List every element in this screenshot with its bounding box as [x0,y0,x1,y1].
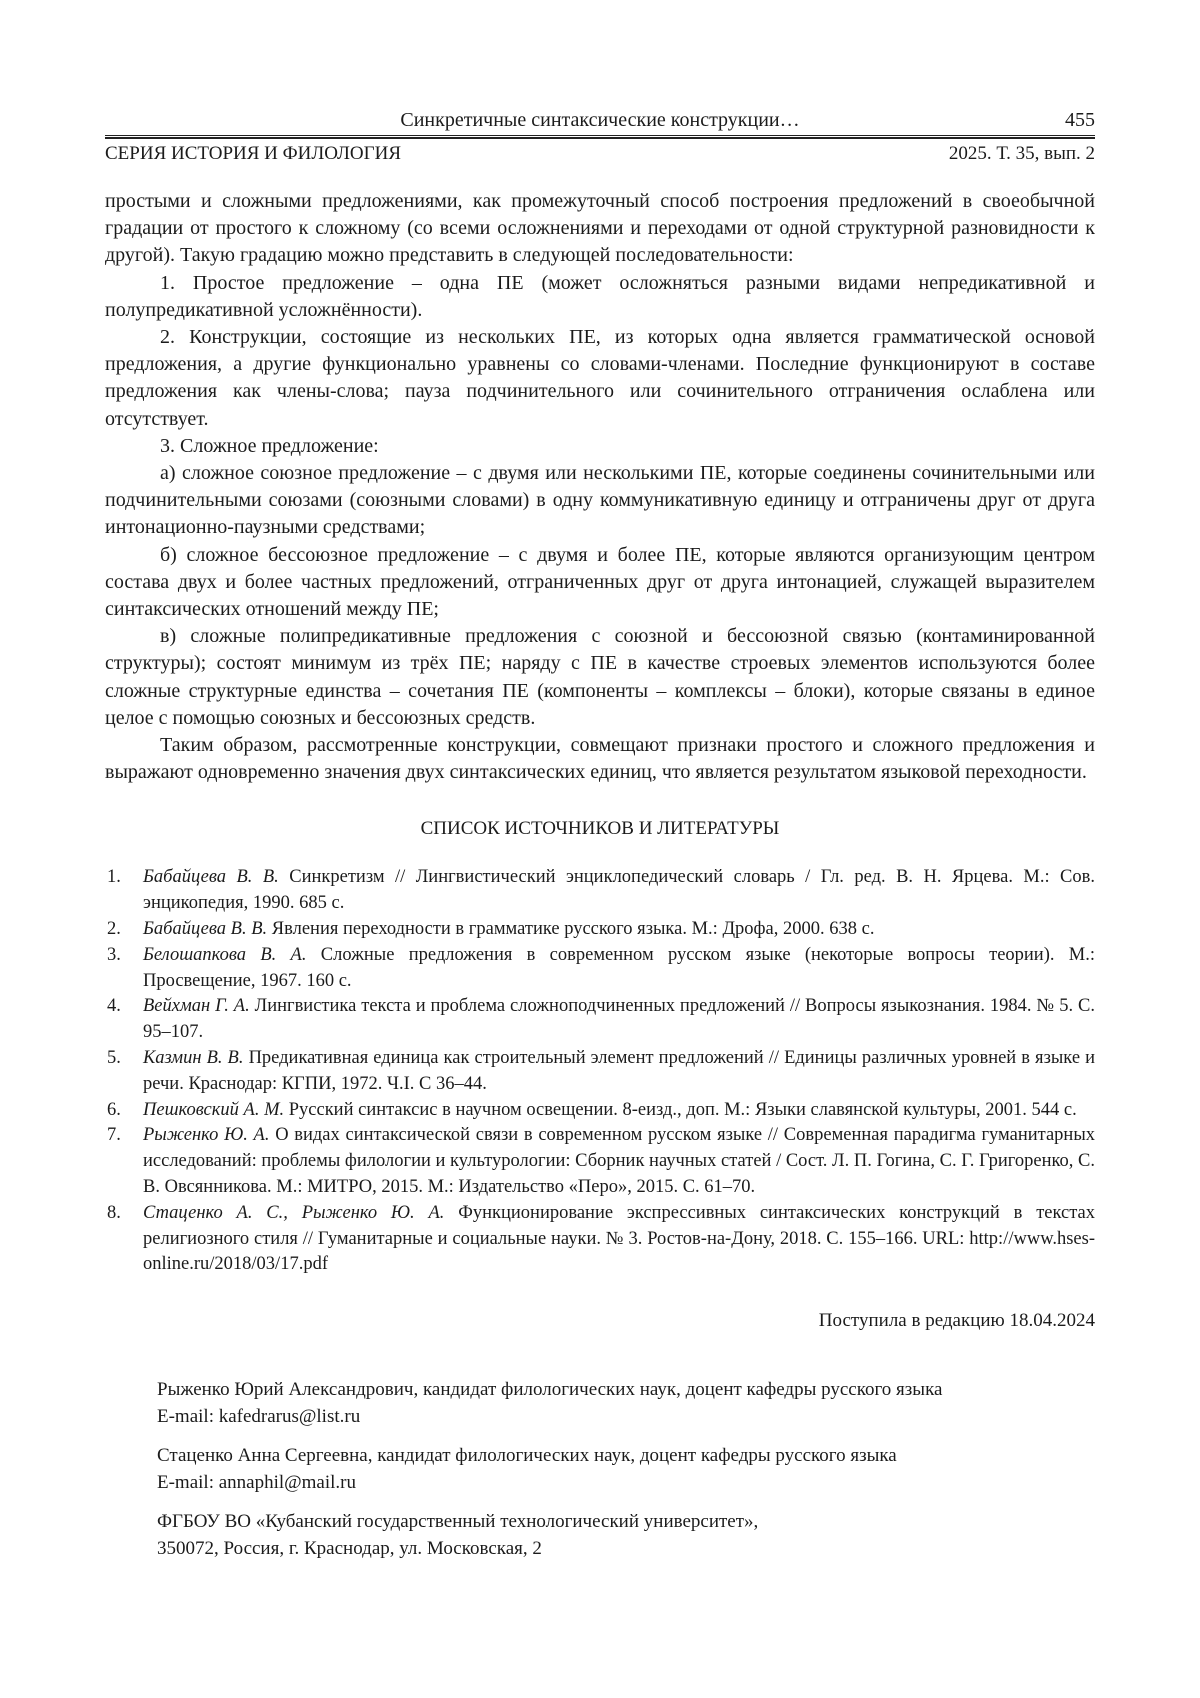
paragraph: 1. Простое предложение – одна ПЕ (может осложняться разными видами непредикативной и полупредикативной усложнённости). [105,271,1095,321]
paragraph: 2. Конструкции, состоящие из нескольких ПЕ, из которых одна является грамматической основой предложения, а другие функционально уравнены со словами-членами. Последние функционируют в составе предложения как члены-слова; пауза подчинительного или сочинительного отграничения ослаблена или отсутствует. [105,326,1095,430]
reference-text: Функционирование экспрессивных синтаксических конструкций в текстах религиозного стиля // Гуманитарные и социальные науки. № 3. Ростов-на-Дону, 2018. С. 155–166. URL: http://www.hses-online.ru/2018/03/17.pdf [143,1202,1096,1275]
author-name-line: Стаценко Анна Сергеевна, кандидат филологических наук, доцент кафедры русского языка [157,1445,897,1467]
reference-body [143,943,1095,995]
reference-text: Русский синтаксис в научном освещении. 8-еизд., доп. М.: Языки славянской культуры, 2001. 544 с. [288,1099,1077,1120]
reference-author: Рыженко Ю. А. [143,1125,270,1146]
references-list [105,865,1095,1278]
reference-number: 6. [107,1099,121,1120]
author-block [157,1377,1095,1430]
paragraph: 3. Сложное предложение: [160,434,379,457]
affiliation-block [157,1509,1095,1562]
series-title: СЕРИЯ ИСТОРИЯ И ФИЛОЛОГИЯ [105,143,402,164]
reference-item [105,1201,1095,1278]
paragraph: б) сложное бессоюзное предложение – с двумя и более ПЕ, которые являются организующим центром состава двух и более частных предложений, отграниченных друг от друга интонацией, служащей выразителем синтаксических отношений между ПЕ; [105,543,1095,621]
reference-number: 4. [107,996,121,1017]
paragraph: простыми и сложными предложениями, как промежуточный способ построения предложений в своеобычной градации от простого к сложному (со всеми осложнениями и переходами от одной структурной разновидности к другой). Такую градацию можно представить в следующей последовательности: [105,190,1095,267]
reference-body [143,1201,1095,1278]
running-head [105,108,1095,132]
reference-text: Сложные предложения в современном русском языке (некоторые вопросы теории). М.: Просвещение, 1967. 160 с. [143,944,1095,991]
reference-number: 5. [107,1048,121,1069]
series-row [105,142,1095,166]
reference-item [105,943,1095,995]
author-block [157,1443,1095,1496]
reference-number: 3. [107,944,121,965]
reference-body [143,994,1095,1046]
reference-item [105,1123,1095,1200]
reference-body [143,865,1095,917]
paragraph: в) сложные полипредикативные предложения с союзной и бессоюзной связью (контаминированной структуры); состоят минимум из трёх ПЕ; наряду с ПЕ в качестве строевых элементов используются более сложные структурные единства – сочетания ПЕ (компоненты – комплексы – блоки), которые связаны в единое целое с помощью союзных и бессоюзных средств. [105,625,1095,729]
reference-author: Бабайцева В. В. [143,867,279,888]
reference-item [105,865,1095,917]
reference-body [143,1123,1095,1200]
reference-item [105,917,1095,943]
authors-info [157,1377,1095,1562]
affiliation-line: 350072, Россия, г. Краснодар, ул. Московская, 2 [157,1537,542,1559]
page-number: 455 [1065,109,1095,131]
paragraph: Таким образом, рассмотренные конструкции, совмещают признаки простого и сложного предложения и выражают одновременно значения двух синтаксических единиц, что является результатом языковой переходности. [105,734,1095,784]
affiliation-line: ФГБОУ ВО «Кубанский государственный технологический университет», [157,1511,759,1533]
reference-number: 8. [107,1202,121,1223]
author-email-line: E-mail: kafedrarus@list.ru [157,1405,361,1427]
reference-author: Белошапкова В. А. [143,944,307,965]
reference-item [105,1098,1095,1124]
references-heading: СПИСОК ИСТОЧНИКОВ И ЛИТЕРАТУРЫ [420,818,780,840]
reference-text: Синкретизм // Лингвистический энциклопедический словарь / Гл. ред. В. Н. Ярцева. М.: Сов. энцикопедия, 1990. 685 с. [143,867,1095,914]
reference-text: Лингвистика текста и проблема сложноподчиненных предложений // Вопросы языкознания. 1984. № 5. С. 95–107. [143,996,1095,1043]
reference-text: Предикативная единица как строительный элемент предложений // Единицы различных уровней в языке и речи. Краснодар: КГПИ, 1972. Ч.I. С 36–44. [143,1048,1095,1094]
reference-author: Бабайцева В. В. [143,919,268,940]
reference-text: О видах синтаксической связи в современном русском языке // Современная парадигма гуманитарных исследований: проблемы филологии и культурологии: Сборник научных статей / Сост. Л. П. Гогина, С. Г. Григоренко, С. В. Овсянникова. М.: МИТРО, 2015. М.: Издательство «Перо», 2015. С. 61–70. [143,1125,1096,1198]
running-title: Синкретичные синтаксические конструкции… [400,109,800,131]
reference-body [143,1046,1095,1098]
reference-body [143,917,1095,943]
article-body [105,188,1095,786]
issue-info: 2025. Т. 35, вып. 2 [948,143,1095,164]
reference-number: 1. [107,867,121,888]
received-note: Поступила в редакцию 18.04.2024 [818,1310,1095,1332]
reference-item [105,1046,1095,1098]
author-email-line: E-mail: annaphil@mail.ru [157,1471,356,1493]
reference-number: 7. [107,1125,121,1146]
reference-text: Явления переходности в грамматике русского языка. М.: Дрофа, 2000. 638 с. [271,919,875,940]
reference-body [143,1098,1095,1124]
page-header [105,108,1095,166]
reference-author: Вейхман Г. А. [143,996,250,1017]
reference-item [105,994,1095,1046]
paragraph: а) сложное союзное предложение – с двумя или несколькими ПЕ, которые соединены сочинительными или подчинительными союзами (союзными словами) в одну коммуникативную единицу и отграничены друг от друга интонационно-паузными средствами; [105,462,1095,539]
header-divider [105,135,1095,139]
reference-author: Пешковский А. М. [143,1099,285,1120]
reference-author: Стаценко А. С., Рыженко Ю. А. [143,1202,445,1223]
reference-number: 2. [107,919,121,940]
reference-author: Казмин В. В. [143,1048,244,1069]
author-name-line: Рыженко Юрий Александрович, кандидат филологических наук, доцент кафедры русского языка [157,1379,943,1401]
